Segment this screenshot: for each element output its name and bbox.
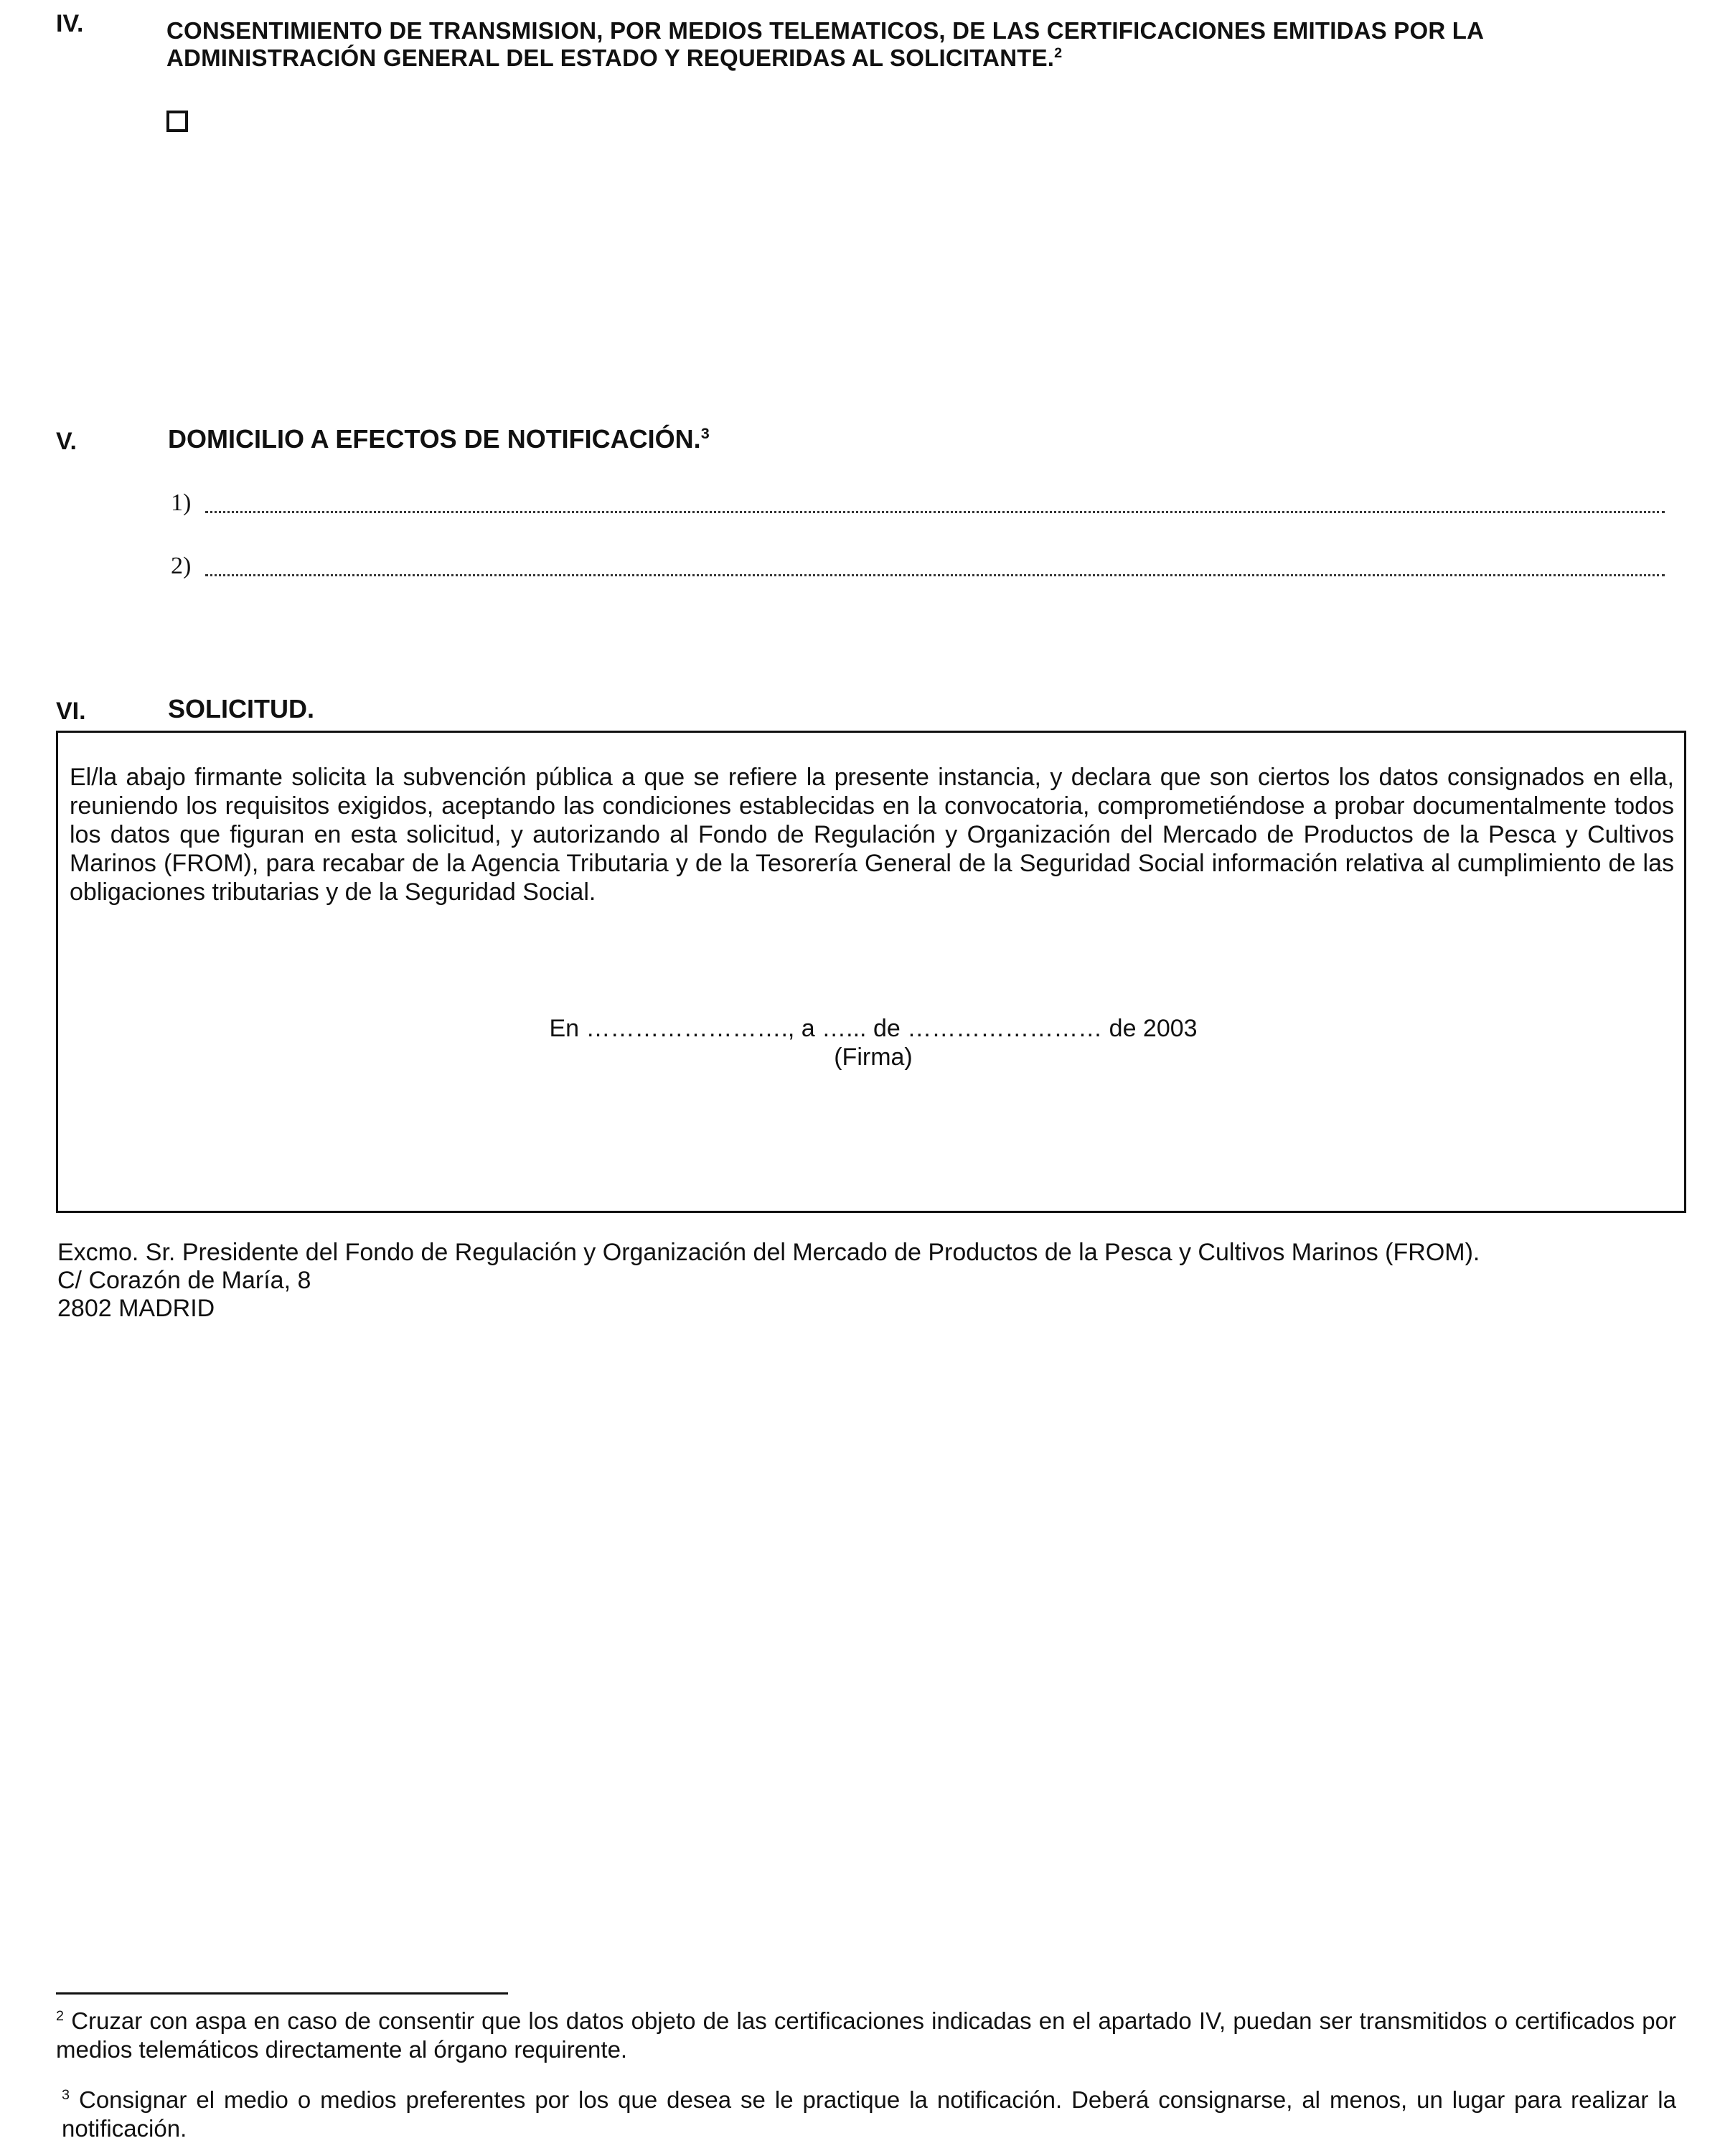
dotted-fill-line: [205, 508, 1665, 513]
solicitud-box: [56, 731, 1686, 1213]
address-line-2-label: 2): [171, 553, 192, 579]
section-v-number: V.: [56, 428, 77, 455]
section-iv-number: IV.: [56, 10, 84, 37]
addressee-line-1: Excmo. Sr. Presidente del Fondo de Regulación y Organización del Mercado de Productos de la Pesca y Cultivos Marinos (FROM).: [57, 1239, 1480, 1266]
dotted-fill-line: [205, 571, 1665, 576]
footnote-2-text: Cruzar con aspa en caso de consentir que los datos objeto de las certificaciones indicadas en el apartado IV, puedan ser transmitidos o certificados por medios telemáticos directamente al órgano requirente.: [56, 2007, 1676, 2063]
section-v-title-text: DOMICILIO A EFECTOS DE NOTIFICACIÓN.: [168, 424, 701, 454]
section-v-title: [168, 425, 710, 454]
address-line-2[interactable]: [171, 553, 1665, 580]
footnote-2: [56, 2007, 1676, 2064]
footnote-separator: [56, 1992, 508, 1995]
section-vi-number: VI.: [56, 698, 86, 725]
consent-checkbox[interactable]: [166, 111, 188, 132]
footnote-ref-2: 2: [1054, 45, 1063, 61]
addressee-block: [57, 1239, 1650, 1323]
signature-label: (Firma): [834, 1044, 913, 1071]
footnote-ref-3: 3: [700, 424, 710, 442]
footnote-2-mark: 2: [56, 2008, 65, 2024]
address-line-1[interactable]: [171, 489, 1665, 517]
section-iv-title: [166, 17, 1681, 72]
section-iv-title-text: CONSENTIMIENTO DE TRANSMISION, POR MEDIOS TELEMATICOS, DE LAS CERTIFICACIONES EMITIDAS POR LA ADMINISTRACIÓN GENERAL DEL ESTADO Y REQUERIDAS AL SOLICITANTE.: [166, 17, 1483, 71]
footnote-3-text: Consignar el medio o medios preferentes por los que desea se le practique la notificación. Deberá consignarse, al menos, un lugar para realizar la notificación.: [62, 2086, 1676, 2142]
addressee-line-2: C/ Corazón de María, 8: [57, 1267, 311, 1294]
section-vi-title: SOLICITUD.: [168, 694, 314, 723]
solicitud-text: El/la abajo firmante solicita la subvención pública a que se refiere la presente instancia, y declara que son ciertos los datos consignados en ella, reuniendo los requisitos exigidos, aceptando las condiciones establecidas en la convocatoria, comprometiéndose a probar documentalmente todos los datos que figuran en esta solicitud, y autorizando al Fondo de Regulación y Organización del Mercado de Productos de la Pesca y Cultivos Marinos (FROM), para recabar de la Agencia Tributaria y de la Tesorería General de la Seguridad Social información relativa al cumplimiento de las obligaciones tributarias y de la Seguridad Social.: [70, 764, 1674, 906]
address-line-1-label: 1): [171, 489, 192, 516]
addressee-line-3: 2802 MADRID: [57, 1295, 215, 1322]
footnote-3-mark: 3: [62, 2087, 70, 2103]
date-line[interactable]: En ……………………., a …... de …………………… de 2003: [549, 1015, 1198, 1042]
footnote-3: [62, 2086, 1676, 2143]
